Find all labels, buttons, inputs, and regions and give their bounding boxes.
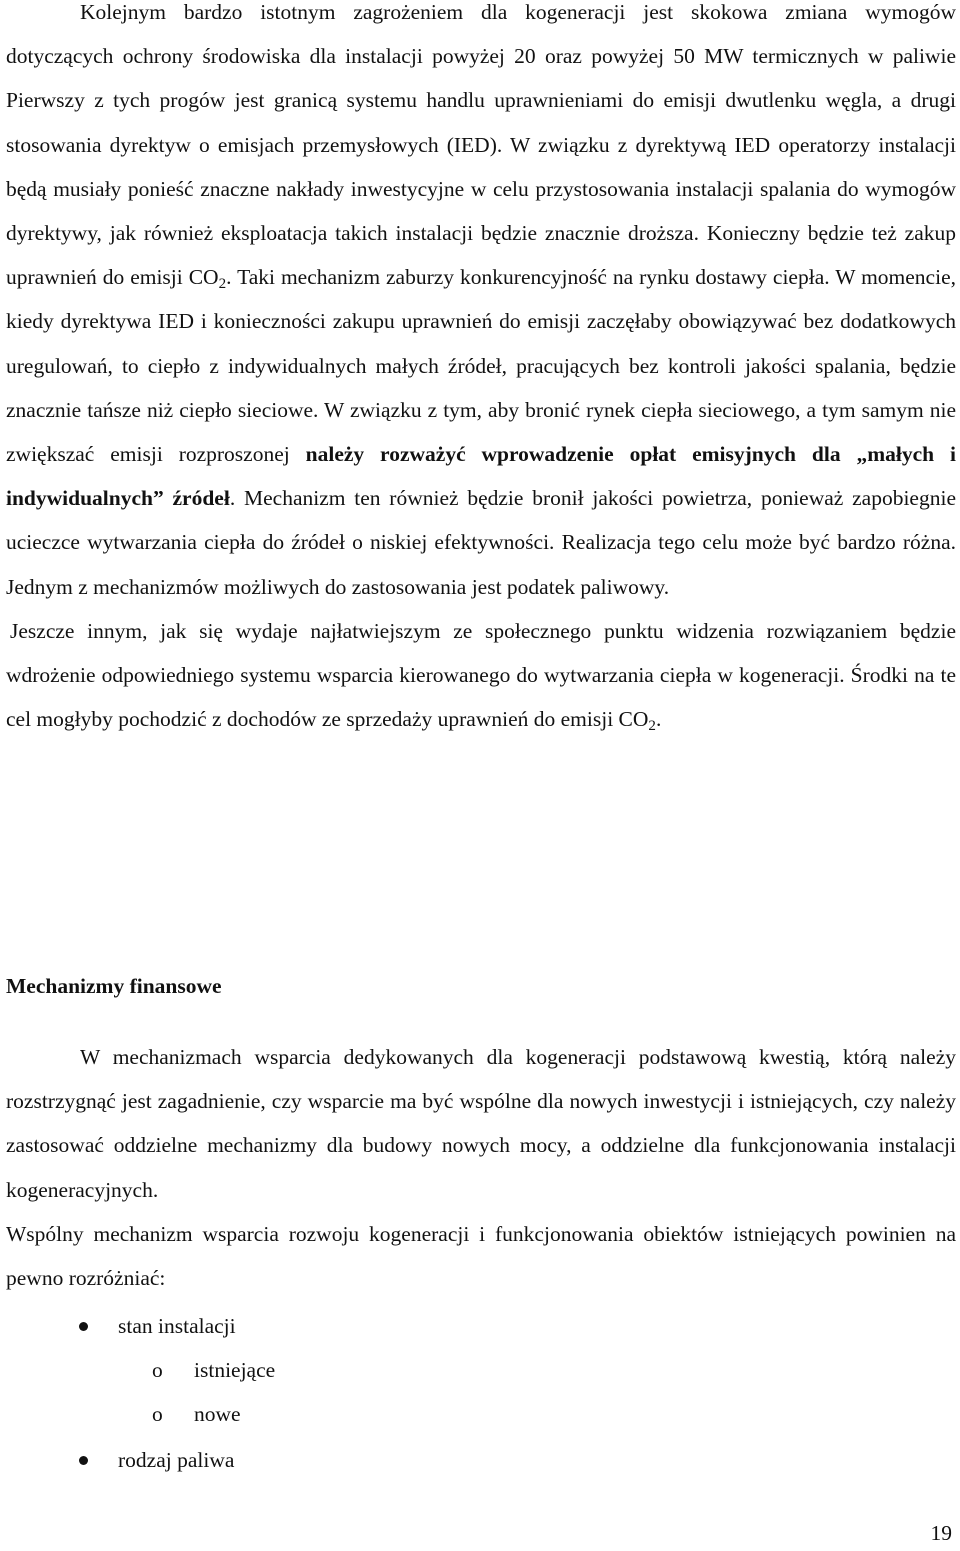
- paragraph-1: [6, 0, 956, 609]
- section-heading: Mechanizmy finansowe: [6, 974, 222, 998]
- bullet-dot-icon: [79, 1456, 88, 1465]
- paragraph-1-text-c: . Mechanizm ten również będzie bronił jakości powietrza, ponieważ zapobiegnie ucieczce wytwarzania ciepła do źródeł o niskiej efektywności. Realizacja tego celu może być bardzo różna. Jednym z mechanizmów możliwych do zastosowania jest podatek paliwowy.: [6, 486, 956, 599]
- list-item: rodzaj paliwa: [118, 1448, 235, 1472]
- circle-bullet-icon: o: [152, 1358, 163, 1382]
- bullet-dot-icon: [79, 1322, 88, 1331]
- paragraph-1-text-a: Kolejnym bardzo istotnym zagrożeniem dla kogeneracji jest skokowa zmiana wymogów dotyczących ochrony środowiska dla instalacji powyżej 20 oraz powyżej 50 MW termicznych w paliwie Pierwszy z tych progów jest granicą systemu handlu uprawnieniami do emisji dwutlenku węgla, a drugi stosowania dyrektyw o emisjach przemysłowych (IED). W związku z dyrektywą IED operatorzy instalacji będą musiały ponieść znaczne nakłady inwestycyjne w celu przystosowania instalacji spalania do wymogów dyrektywy, jak również eksploatacja takich instalacji będzie znacznie droższa. Konieczny będzie też zakup uprawnień do emisji CO: [6, 0, 956, 290]
- section-body: [6, 1035, 956, 1300]
- paragraph-2-text-a: Jeszcze innym, jak się wydaje najłatwiejszym ze społecznego punktu widzenia rozwiązaniem będzie wdrożenie odpowiedniego systemu wsparcia kierowanego do wytwarzania ciepła w kogeneracji. Środki na te cel mogłyby pochodzić z dochodów ze sprzedaży uprawnień do emisji CO: [6, 618, 956, 732]
- list-subitem: nowe: [194, 1402, 241, 1426]
- circle-bullet-icon: o: [152, 1402, 163, 1426]
- page-body: [6, 0, 956, 741]
- co2-subscript: 2: [218, 275, 227, 292]
- paragraph-4: Wspólny mechanizm wsparcia rozwoju kogeneracji i funkcjonowania obiektów istniejących powinien na pewno rozróżniać:: [6, 1221, 956, 1291]
- paragraph-1-bold-recommendation: należy rozważyć wprowadzenie opłat emisyjnych dla „małych i indywidualnych” źródeł: [6, 442, 957, 511]
- paragraph-2: [6, 609, 956, 742]
- paragraph-1-text-b: . Taki mechanizm zaburzy konkurencyjność na rynku dostawy ciepła. W momencie, kiedy dyrektywa IED i konieczności zakupu uprawnień do emisji zaczęłaby obowiązywać bez dodatkowych uregulowań, to ciepło z indywidualnych małych źródeł, pracujących bez kontroli jakości spalania, będzie znacznie tańsze niż ciepło sieciowe. W związku z tym, aby bronić rynek ciepła sieciowego, a tym samym nie zwiększać emisji rozproszonej: [6, 265, 956, 467]
- co2-subscript: 2: [648, 718, 656, 734]
- page-number: 19: [930, 1521, 952, 1545]
- list-item: stan instalacji: [118, 1314, 236, 1338]
- paragraph-2-text-b: .: [655, 707, 662, 732]
- list-subitem: istniejące: [194, 1358, 276, 1382]
- paragraph-3: W mechanizmach wsparcia dedykowanych dla kogeneracji podstawową kwestią, którą należy rozstrzygnąć jest zagadnienie, czy wsparcie ma być wspólne dla nowych inwestycji i istniejących, czy należy zastosować oddzielne mechanizmy dla budowy nowych mocy, a oddzielne dla funkcjonowania instalacji kogeneracyjnych.: [6, 1045, 956, 1202]
